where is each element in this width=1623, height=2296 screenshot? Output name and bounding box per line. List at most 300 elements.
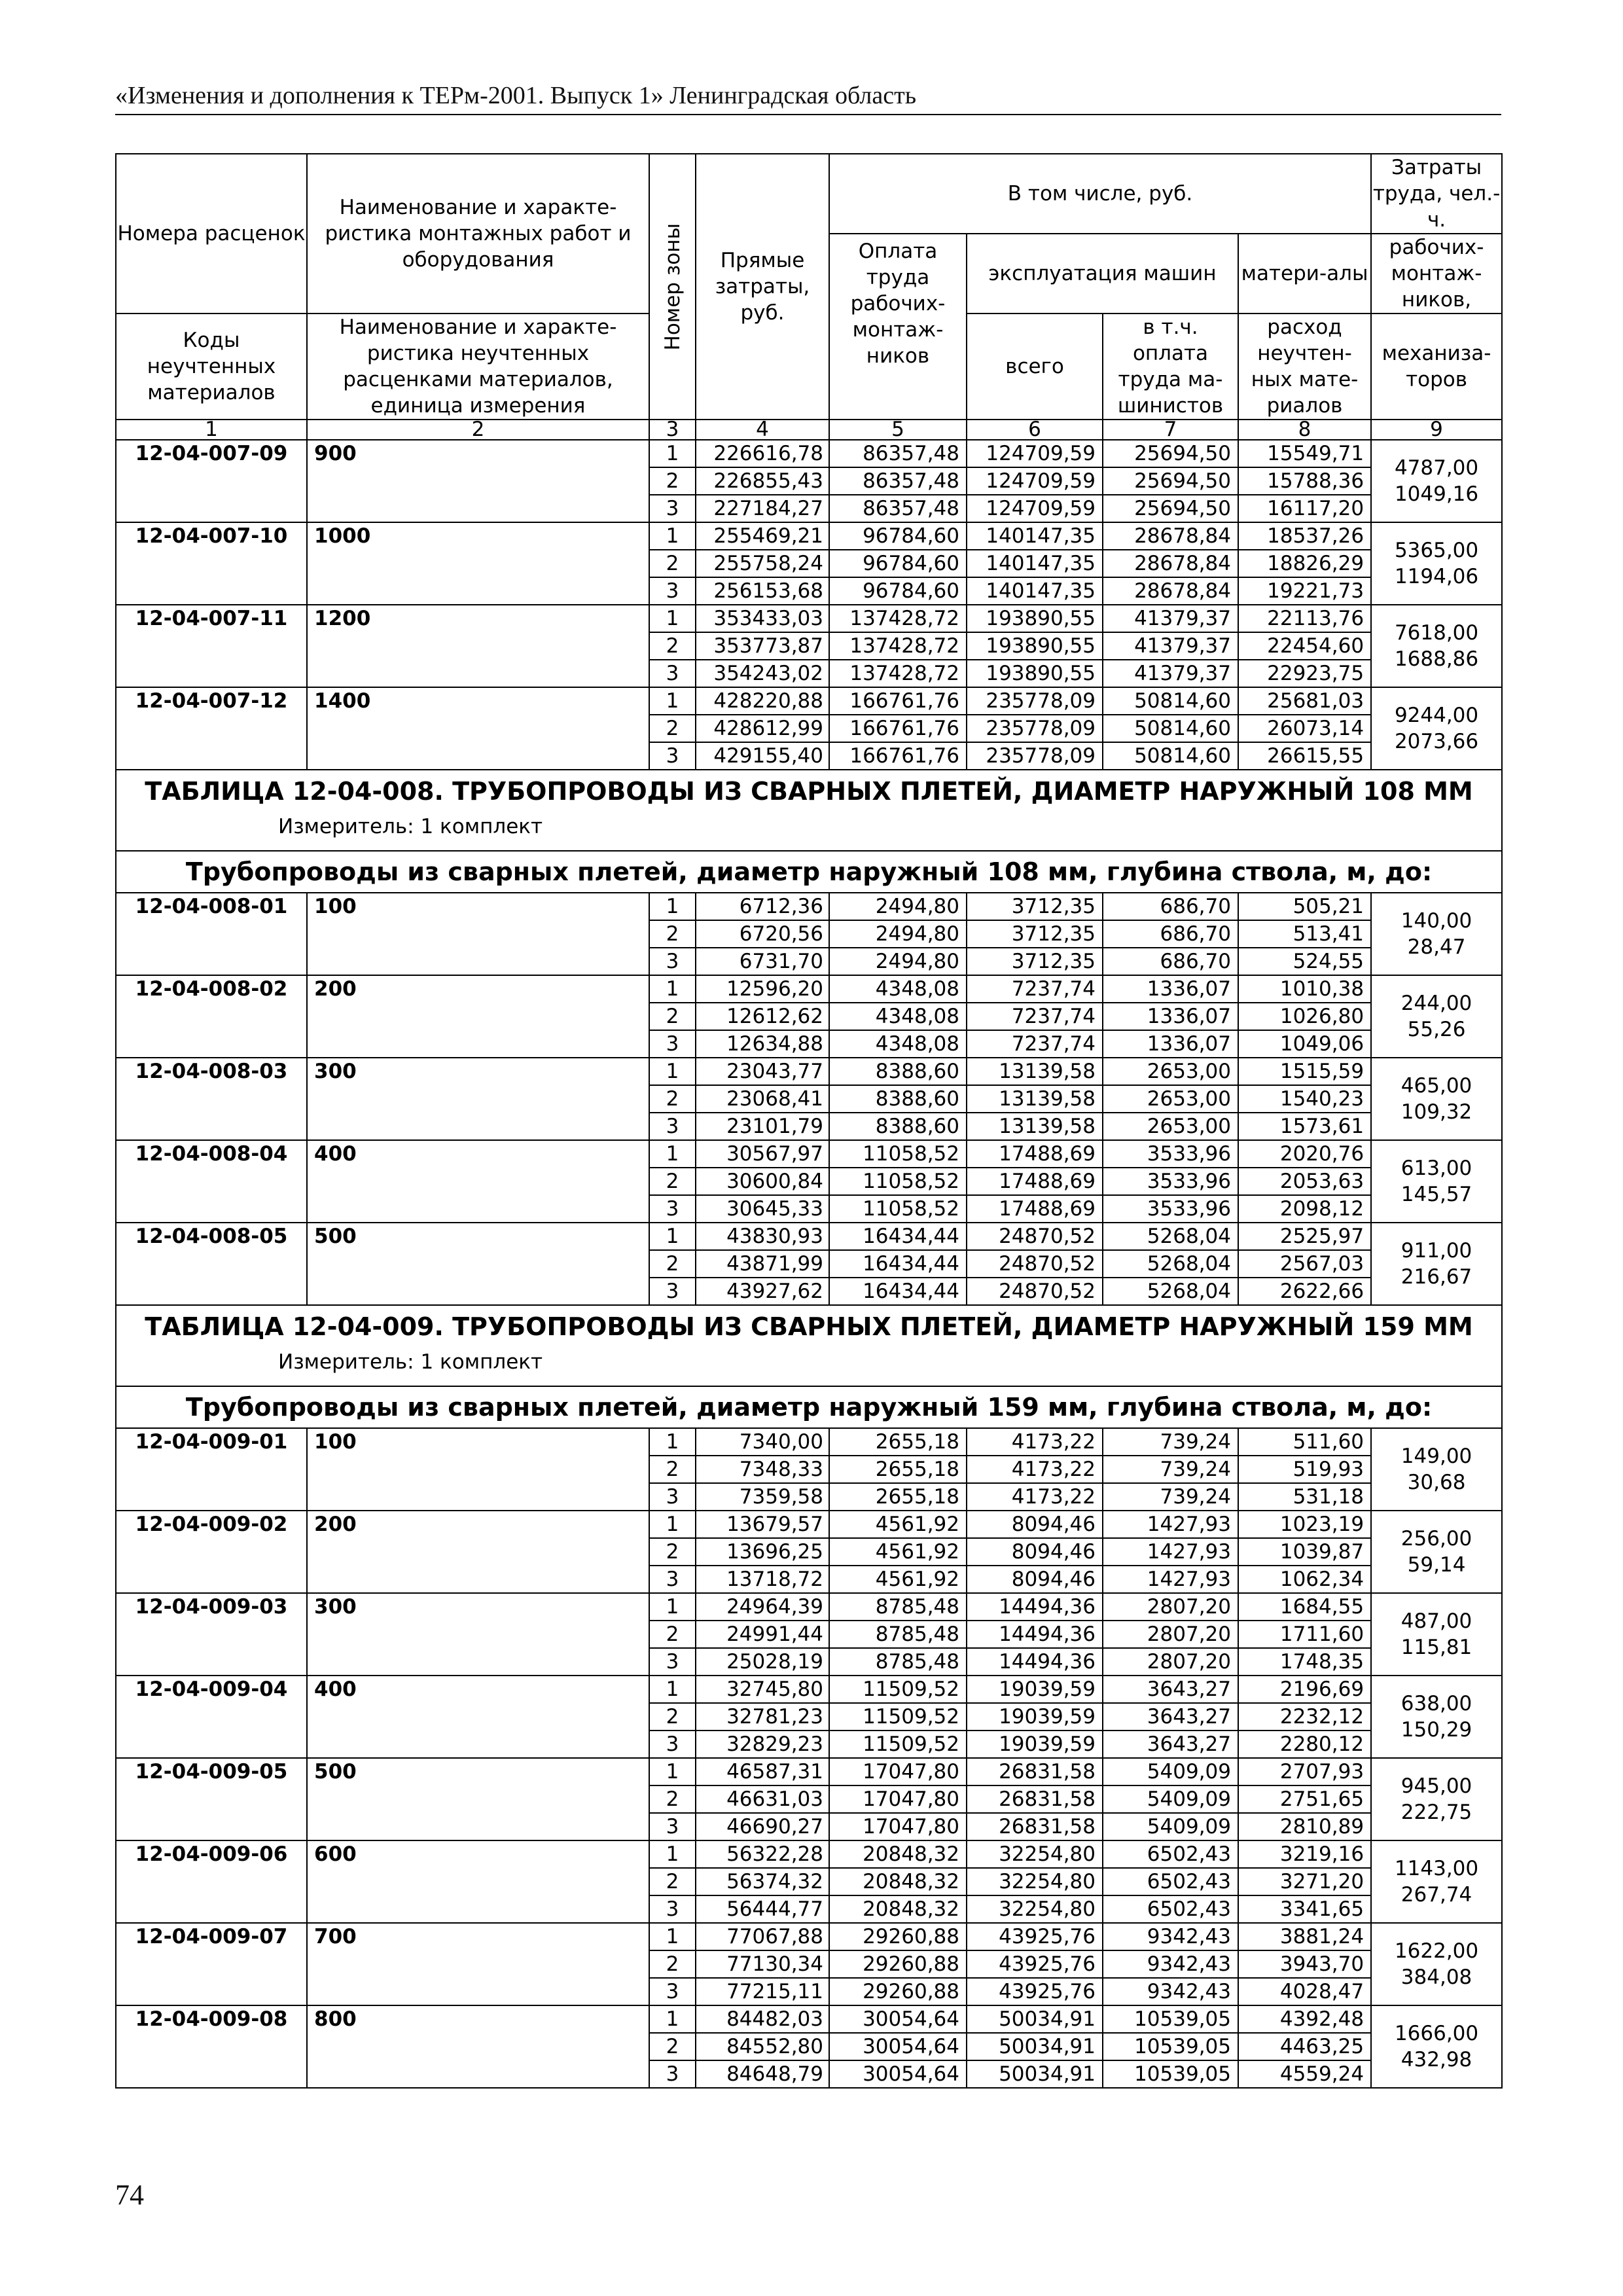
machines-total: 140147,35 bbox=[967, 577, 1103, 605]
shaft-depth: 500 bbox=[307, 1223, 649, 1305]
workers-labor: 638,00 bbox=[1400, 1692, 1472, 1715]
labor-pay: 8785,48 bbox=[829, 1593, 967, 1621]
table-unit: Измеритель: 1 комплект bbox=[278, 1350, 543, 1374]
machines-header: эксплуатация машин bbox=[967, 234, 1238, 314]
including-header: В том числе, руб. bbox=[829, 154, 1371, 234]
labor-costs bbox=[1371, 1511, 1502, 1593]
labor-pay: 30054,64 bbox=[829, 2033, 967, 2060]
machines-total: 7237,74 bbox=[967, 1003, 1103, 1030]
zone-number: 2 bbox=[649, 1003, 696, 1030]
zone-number: 2 bbox=[649, 550, 696, 577]
machinist-wage: 2807,20 bbox=[1103, 1593, 1238, 1621]
materials-cost: 18826,29 bbox=[1238, 550, 1371, 577]
labor-costs bbox=[1371, 605, 1502, 687]
section-subtitle: Трубопроводы из сварных плетей, диаметр наружный 108 мм, глубина ствола, м, до: bbox=[116, 851, 1502, 893]
shaft-depth: 1000 bbox=[307, 522, 649, 605]
direct-costs: 255758,24 bbox=[696, 550, 829, 577]
direct-costs: 32781,23 bbox=[696, 1703, 829, 1731]
machinist-wage: 9342,43 bbox=[1103, 1950, 1238, 1978]
labor-pay: 11509,52 bbox=[829, 1676, 967, 1703]
machinists-labor: 115,81 bbox=[1400, 1636, 1472, 1659]
machinist-wage: 5409,09 bbox=[1103, 1758, 1238, 1785]
labor-costs bbox=[1371, 1058, 1502, 1140]
materials-cost: 22113,76 bbox=[1238, 605, 1371, 632]
labor-costs bbox=[1371, 687, 1502, 770]
direct-costs: 12596,20 bbox=[696, 975, 829, 1003]
labor-pay: 2494,80 bbox=[829, 920, 967, 948]
machinist-wage: 28678,84 bbox=[1103, 522, 1238, 550]
zone-number: 3 bbox=[649, 1813, 696, 1840]
machinist-wage: 739,24 bbox=[1103, 1483, 1238, 1511]
labor-costs bbox=[1371, 1923, 1502, 2005]
shaft-depth: 300 bbox=[307, 1058, 649, 1140]
machinist-wage: 10539,05 bbox=[1103, 2033, 1238, 2060]
labor-pay: 4561,92 bbox=[829, 1566, 967, 1593]
machinists-labor: 59,14 bbox=[1407, 1553, 1466, 1577]
column-number: 9 bbox=[1371, 420, 1502, 440]
machinists-labor: 109,32 bbox=[1400, 1100, 1472, 1124]
zone-number: 3 bbox=[649, 495, 696, 522]
materials-cost: 2020,76 bbox=[1238, 1140, 1371, 1168]
labor-costs bbox=[1371, 1428, 1502, 1511]
machinist-wage: 2653,00 bbox=[1103, 1113, 1238, 1140]
machinist-wage: 10539,05 bbox=[1103, 2005, 1238, 2033]
zone-number: 2 bbox=[649, 467, 696, 495]
table-row bbox=[116, 1758, 1502, 1785]
direct-costs: 46690,27 bbox=[696, 1813, 829, 1840]
machinist-wage: 50814,60 bbox=[1103, 715, 1238, 742]
shaft-depth: 600 bbox=[307, 1840, 649, 1923]
labor-pay: 8388,60 bbox=[829, 1085, 967, 1113]
zone-number: 2 bbox=[649, 1950, 696, 1978]
labor-costs bbox=[1371, 1593, 1502, 1676]
direct-costs: 84648,79 bbox=[696, 2060, 829, 2088]
labor-pay: 86357,48 bbox=[829, 467, 967, 495]
machinist-wage: 25694,50 bbox=[1103, 495, 1238, 522]
zone-number: 3 bbox=[649, 1566, 696, 1593]
machines-total: 19039,59 bbox=[967, 1676, 1103, 1703]
col-work-name-header: Наименование и характе-ристика монтажных работ и оборудования bbox=[307, 154, 649, 314]
materials-cost: 2280,12 bbox=[1238, 1731, 1371, 1758]
machines-total: 235778,09 bbox=[967, 742, 1103, 770]
machinists-labor: 1688,86 bbox=[1394, 647, 1479, 671]
direct-costs: 43927,62 bbox=[696, 1278, 829, 1305]
materials-cost: 19221,73 bbox=[1238, 577, 1371, 605]
materials-cost: 531,18 bbox=[1238, 1483, 1371, 1511]
machinist-wage: 1427,93 bbox=[1103, 1566, 1238, 1593]
materials-cost: 26615,55 bbox=[1238, 742, 1371, 770]
machinists-labor: 216,67 bbox=[1400, 1265, 1472, 1289]
direct-costs: 56322,28 bbox=[696, 1840, 829, 1868]
labor-costs bbox=[1371, 1676, 1502, 1758]
materials-cost: 1573,61 bbox=[1238, 1113, 1371, 1140]
rate-code: 12-04-009-02 bbox=[116, 1511, 307, 1593]
workers-labor: 256,00 bbox=[1400, 1527, 1472, 1551]
machines-total: 193890,55 bbox=[967, 632, 1103, 660]
column-number-row bbox=[116, 420, 1502, 440]
zone-number: 2 bbox=[649, 920, 696, 948]
machinist-wage: 3533,96 bbox=[1103, 1195, 1238, 1223]
workers-labor: 945,00 bbox=[1400, 1774, 1472, 1798]
machinists-labor: 267,74 bbox=[1400, 1883, 1472, 1907]
materials-cost: 2751,65 bbox=[1238, 1785, 1371, 1813]
machinist-wage: 50814,60 bbox=[1103, 742, 1238, 770]
machines-total: 19039,59 bbox=[967, 1703, 1103, 1731]
machines-total: 7237,74 bbox=[967, 975, 1103, 1003]
table-row bbox=[116, 1223, 1502, 1250]
zone-number: 1 bbox=[649, 1058, 696, 1085]
machinist-wage: 28678,84 bbox=[1103, 550, 1238, 577]
machinists-labor: 1194,06 bbox=[1394, 565, 1479, 588]
labor-costs bbox=[1371, 893, 1502, 975]
direct-costs: 6720,56 bbox=[696, 920, 829, 948]
machines-total: 4173,22 bbox=[967, 1483, 1103, 1511]
zone-number: 1 bbox=[649, 440, 696, 467]
machines-total: 13139,58 bbox=[967, 1085, 1103, 1113]
machinist-wage: 686,70 bbox=[1103, 948, 1238, 975]
zone-number: 2 bbox=[649, 1085, 696, 1113]
direct-costs: 13679,57 bbox=[696, 1511, 829, 1538]
labor-pay: 30054,64 bbox=[829, 2005, 967, 2033]
machines-total: 50034,91 bbox=[967, 2005, 1103, 2033]
table-row bbox=[116, 1676, 1502, 1703]
price-table bbox=[115, 153, 1503, 2089]
labor-costs-header: Затраты труда, чел.-ч. bbox=[1371, 154, 1502, 234]
machines-total: 140147,35 bbox=[967, 550, 1103, 577]
materials-cost: 2053,63 bbox=[1238, 1168, 1371, 1195]
machines-total: 3712,35 bbox=[967, 893, 1103, 920]
direct-costs: 30645,33 bbox=[696, 1195, 829, 1223]
table-title: ТАБЛИЦА 12-04-009. ТРУБОПРОВОДЫ ИЗ СВАРНЫХ ПЛЕТЕЙ, ДИАМЕТР НАРУЖНЫЙ 159 ММ bbox=[145, 1312, 1473, 1341]
machinist-wage: 5268,04 bbox=[1103, 1250, 1238, 1278]
materials-cost: 3219,16 bbox=[1238, 1840, 1371, 1868]
materials-cost: 511,60 bbox=[1238, 1428, 1371, 1456]
table-12-04-009-title-block bbox=[116, 1305, 1502, 1386]
col-zone-header bbox=[649, 154, 696, 420]
machinist-wage: 686,70 bbox=[1103, 893, 1238, 920]
labor-pay: 2655,18 bbox=[829, 1483, 967, 1511]
materials-cost: 1540,23 bbox=[1238, 1085, 1371, 1113]
column-number: 4 bbox=[696, 420, 829, 440]
zone-number: 1 bbox=[649, 1428, 696, 1456]
zone-number: 2 bbox=[649, 1538, 696, 1566]
running-header: «Изменения и дополнения к ТЕРм-2001. Выпуск 1» Ленинградская область bbox=[115, 82, 917, 109]
col-material-name-header: Наименование и характе-ристика неучтенных расценками материалов, единица измерения bbox=[307, 314, 649, 420]
labor-pay: 11058,52 bbox=[829, 1140, 967, 1168]
unaccounted-materials-header: расход неучтен-ных мате-риалов bbox=[1238, 314, 1371, 420]
direct-costs: 56444,77 bbox=[696, 1895, 829, 1923]
direct-costs: 77067,88 bbox=[696, 1923, 829, 1950]
labor-pay: 86357,48 bbox=[829, 440, 967, 467]
direct-costs: 7359,58 bbox=[696, 1483, 829, 1511]
labor-pay: 16434,44 bbox=[829, 1223, 967, 1250]
col-material-codes-header: Коды неучтенных материалов bbox=[116, 314, 307, 420]
materials-header: матери-алы bbox=[1238, 234, 1371, 314]
table-row bbox=[116, 975, 1502, 1003]
machinist-wage: 2807,20 bbox=[1103, 1621, 1238, 1648]
workers-header: рабочих-монтаж-ников, bbox=[1371, 234, 1502, 314]
zone-number: 1 bbox=[649, 975, 696, 1003]
machinist-wage: 1427,93 bbox=[1103, 1511, 1238, 1538]
machinist-wage: 739,24 bbox=[1103, 1456, 1238, 1483]
machines-total: 8094,46 bbox=[967, 1566, 1103, 1593]
materials-cost: 22454,60 bbox=[1238, 632, 1371, 660]
rate-code: 12-04-009-05 bbox=[116, 1758, 307, 1840]
machines-total: 14494,36 bbox=[967, 1648, 1103, 1676]
zone-number: 3 bbox=[649, 1030, 696, 1058]
direct-costs: 226616,78 bbox=[696, 440, 829, 467]
workers-labor: 7618,00 bbox=[1394, 621, 1479, 645]
rate-code: 12-04-008-02 bbox=[116, 975, 307, 1058]
labor-costs bbox=[1371, 1140, 1502, 1223]
zone-number: 3 bbox=[649, 1113, 696, 1140]
materials-cost: 524,55 bbox=[1238, 948, 1371, 975]
rate-code: 12-04-008-03 bbox=[116, 1058, 307, 1140]
direct-costs: 30567,97 bbox=[696, 1140, 829, 1168]
table-row bbox=[116, 1428, 1502, 1456]
rate-code: 12-04-009-04 bbox=[116, 1676, 307, 1758]
machines-total: 17488,69 bbox=[967, 1140, 1103, 1168]
materials-cost: 2098,12 bbox=[1238, 1195, 1371, 1223]
zone-number: 1 bbox=[649, 1511, 696, 1538]
page-number: 74 bbox=[115, 2179, 144, 2211]
column-number: 1 bbox=[116, 420, 307, 440]
rate-code: 12-04-007-09 bbox=[116, 440, 307, 522]
labor-pay: 11509,52 bbox=[829, 1731, 967, 1758]
rate-code: 12-04-008-01 bbox=[116, 893, 307, 975]
machines-total: 32254,80 bbox=[967, 1868, 1103, 1895]
shaft-depth: 400 bbox=[307, 1676, 649, 1758]
column-number: 6 bbox=[967, 420, 1103, 440]
shaft-depth: 200 bbox=[307, 1511, 649, 1593]
direct-costs: 13718,72 bbox=[696, 1566, 829, 1593]
machinists-labor: 28,47 bbox=[1407, 935, 1466, 959]
machines-total: 8094,46 bbox=[967, 1511, 1103, 1538]
labor-pay: 17047,80 bbox=[829, 1758, 967, 1785]
zone-number: 3 bbox=[649, 2060, 696, 2088]
labor-pay: 96784,60 bbox=[829, 550, 967, 577]
labor-pay: 8785,48 bbox=[829, 1621, 967, 1648]
machinist-wage: 9342,43 bbox=[1103, 1978, 1238, 2005]
machines-total: 17488,69 bbox=[967, 1168, 1103, 1195]
machines-total: 32254,80 bbox=[967, 1840, 1103, 1868]
zone-number: 3 bbox=[649, 1278, 696, 1305]
labor-pay: 137428,72 bbox=[829, 660, 967, 687]
zone-number: 1 bbox=[649, 687, 696, 715]
machinists-header: механиза-торов bbox=[1371, 314, 1502, 420]
labor-pay: 16434,44 bbox=[829, 1250, 967, 1278]
machinist-wage: 3533,96 bbox=[1103, 1140, 1238, 1168]
direct-costs: 77215,11 bbox=[696, 1978, 829, 2005]
labor-pay: 8785,48 bbox=[829, 1648, 967, 1676]
direct-costs: 46587,31 bbox=[696, 1758, 829, 1785]
direct-costs: 32745,80 bbox=[696, 1676, 829, 1703]
zone-number: 2 bbox=[649, 1168, 696, 1195]
column-number: 3 bbox=[649, 420, 696, 440]
zone-number: 2 bbox=[649, 1868, 696, 1895]
workers-labor: 5365,00 bbox=[1394, 539, 1479, 562]
materials-cost: 1748,35 bbox=[1238, 1648, 1371, 1676]
machines-total: 4173,22 bbox=[967, 1428, 1103, 1456]
direct-costs: 428612,99 bbox=[696, 715, 829, 742]
labor-pay: 2494,80 bbox=[829, 948, 967, 975]
zone-number: 1 bbox=[649, 1593, 696, 1621]
machinist-wage: 5268,04 bbox=[1103, 1278, 1238, 1305]
shaft-depth: 1200 bbox=[307, 605, 649, 687]
machines-total: 50034,91 bbox=[967, 2060, 1103, 2088]
machinist-wage: 6502,43 bbox=[1103, 1868, 1238, 1895]
workers-labor: 465,00 bbox=[1400, 1074, 1472, 1098]
machinist-wage: 1427,93 bbox=[1103, 1538, 1238, 1566]
zone-number: 1 bbox=[649, 1758, 696, 1785]
zone-number: 2 bbox=[649, 1456, 696, 1483]
workers-labor: 1622,00 bbox=[1394, 1939, 1479, 1963]
workers-labor: 4787,00 bbox=[1394, 456, 1479, 480]
materials-cost: 4463,25 bbox=[1238, 2033, 1371, 2060]
machines-total: 8094,46 bbox=[967, 1538, 1103, 1566]
column-number: 7 bbox=[1103, 420, 1238, 440]
column-number: 8 bbox=[1238, 420, 1371, 440]
machinist-wage: 2653,00 bbox=[1103, 1058, 1238, 1085]
rate-code: 12-04-008-05 bbox=[116, 1223, 307, 1305]
labor-pay: 11058,52 bbox=[829, 1195, 967, 1223]
rate-code: 12-04-007-10 bbox=[116, 522, 307, 605]
machines-total: 50034,91 bbox=[967, 2033, 1103, 2060]
machinist-wage: 50814,60 bbox=[1103, 687, 1238, 715]
machines-total: 13139,58 bbox=[967, 1113, 1103, 1140]
labor-pay: 2494,80 bbox=[829, 893, 967, 920]
zone-number: 1 bbox=[649, 1223, 696, 1250]
shaft-depth: 500 bbox=[307, 1758, 649, 1840]
labor-pay: 29260,88 bbox=[829, 1950, 967, 1978]
direct-costs: 6731,70 bbox=[696, 948, 829, 975]
workers-labor: 9244,00 bbox=[1394, 704, 1479, 727]
materials-cost: 22923,75 bbox=[1238, 660, 1371, 687]
zone-number: 3 bbox=[649, 1648, 696, 1676]
shaft-depth: 700 bbox=[307, 1923, 649, 2005]
direct-costs: 13696,25 bbox=[696, 1538, 829, 1566]
zone-number: 1 bbox=[649, 1840, 696, 1868]
rate-code: 12-04-009-03 bbox=[116, 1593, 307, 1676]
materials-cost: 1684,55 bbox=[1238, 1593, 1371, 1621]
direct-costs: 354243,02 bbox=[696, 660, 829, 687]
machinist-wage: 25694,50 bbox=[1103, 440, 1238, 467]
shaft-depth: 100 bbox=[307, 893, 649, 975]
table-row bbox=[116, 1511, 1502, 1538]
machines-total: 193890,55 bbox=[967, 660, 1103, 687]
shaft-depth: 200 bbox=[307, 975, 649, 1058]
materials-cost: 513,41 bbox=[1238, 920, 1371, 948]
materials-cost: 4028,47 bbox=[1238, 1978, 1371, 2005]
machinist-wage: 6502,43 bbox=[1103, 1895, 1238, 1923]
machines-total: 26831,58 bbox=[967, 1785, 1103, 1813]
workers-labor: 1143,00 bbox=[1394, 1857, 1479, 1880]
materials-cost: 4559,24 bbox=[1238, 2060, 1371, 2088]
direct-costs: 428220,88 bbox=[696, 687, 829, 715]
direct-costs: 12612,62 bbox=[696, 1003, 829, 1030]
materials-cost: 18537,26 bbox=[1238, 522, 1371, 550]
labor-pay: 30054,64 bbox=[829, 2060, 967, 2088]
labor-pay: 8388,60 bbox=[829, 1058, 967, 1085]
machines-total: 124709,59 bbox=[967, 440, 1103, 467]
direct-costs: 24964,39 bbox=[696, 1593, 829, 1621]
machinist-wage: 3643,27 bbox=[1103, 1676, 1238, 1703]
machinist-wage: 739,24 bbox=[1103, 1428, 1238, 1456]
workers-labor: 613,00 bbox=[1400, 1157, 1472, 1180]
materials-cost: 26073,14 bbox=[1238, 715, 1371, 742]
zone-number: 2 bbox=[649, 632, 696, 660]
table-row bbox=[116, 1058, 1502, 1085]
labor-pay: 4348,08 bbox=[829, 1030, 967, 1058]
labor-pay: 11058,52 bbox=[829, 1168, 967, 1195]
materials-cost: 1010,38 bbox=[1238, 975, 1371, 1003]
machinist-wage: 5409,09 bbox=[1103, 1785, 1238, 1813]
direct-costs: 23068,41 bbox=[696, 1085, 829, 1113]
labor-pay: 96784,60 bbox=[829, 577, 967, 605]
labor-pay: 16434,44 bbox=[829, 1278, 967, 1305]
materials-cost: 505,21 bbox=[1238, 893, 1371, 920]
materials-cost: 1023,19 bbox=[1238, 1511, 1371, 1538]
zone-number: 3 bbox=[649, 1731, 696, 1758]
materials-cost: 2232,12 bbox=[1238, 1703, 1371, 1731]
materials-cost: 3271,20 bbox=[1238, 1868, 1371, 1895]
zone-number: 1 bbox=[649, 1140, 696, 1168]
machinists-labor: 432,98 bbox=[1400, 2048, 1472, 2072]
materials-cost: 15788,36 bbox=[1238, 467, 1371, 495]
labor-pay: 137428,72 bbox=[829, 605, 967, 632]
machinist-wage: 3643,27 bbox=[1103, 1731, 1238, 1758]
machines-total: 124709,59 bbox=[967, 467, 1103, 495]
rate-code: 12-04-009-08 bbox=[116, 2005, 307, 2088]
direct-costs: 226855,43 bbox=[696, 467, 829, 495]
direct-costs: 84552,80 bbox=[696, 2033, 829, 2060]
machines-total: 26831,58 bbox=[967, 1758, 1103, 1785]
labor-pay: 4561,92 bbox=[829, 1511, 967, 1538]
zone-number: 3 bbox=[649, 1978, 696, 2005]
direct-costs: 43830,93 bbox=[696, 1223, 829, 1250]
direct-costs: 7340,00 bbox=[696, 1428, 829, 1456]
direct-costs: 227184,27 bbox=[696, 495, 829, 522]
machines-total: 193890,55 bbox=[967, 605, 1103, 632]
materials-cost: 2707,93 bbox=[1238, 1758, 1371, 1785]
labor-costs bbox=[1371, 1840, 1502, 1923]
shaft-depth: 900 bbox=[307, 440, 649, 522]
direct-costs: 23043,77 bbox=[696, 1058, 829, 1085]
workers-labor: 140,00 bbox=[1400, 909, 1472, 933]
zone-number: 3 bbox=[649, 1895, 696, 1923]
labor-pay: 4348,08 bbox=[829, 1003, 967, 1030]
machinists-labor: 1049,16 bbox=[1394, 482, 1479, 506]
rate-code: 12-04-007-12 bbox=[116, 687, 307, 770]
labor-costs bbox=[1371, 440, 1502, 522]
workers-labor: 487,00 bbox=[1400, 1609, 1472, 1633]
rate-code: 12-04-009-01 bbox=[116, 1428, 307, 1511]
col-direct-costs-header: Прямые затраты, руб. bbox=[696, 154, 829, 420]
table-row bbox=[116, 2005, 1502, 2033]
machines-total: 17488,69 bbox=[967, 1195, 1103, 1223]
machinist-wage: 686,70 bbox=[1103, 920, 1238, 948]
machinist-wage: 2807,20 bbox=[1103, 1648, 1238, 1676]
labor-pay: 96784,60 bbox=[829, 522, 967, 550]
machinist-wage: 2653,00 bbox=[1103, 1085, 1238, 1113]
zone-number: 2 bbox=[649, 1621, 696, 1648]
materials-cost: 1711,60 bbox=[1238, 1621, 1371, 1648]
machines-total: 140147,35 bbox=[967, 522, 1103, 550]
machines-total: 3712,35 bbox=[967, 948, 1103, 975]
labor-costs bbox=[1371, 2005, 1502, 2088]
machinist-wage: 1336,07 bbox=[1103, 1030, 1238, 1058]
table-row bbox=[116, 605, 1502, 632]
